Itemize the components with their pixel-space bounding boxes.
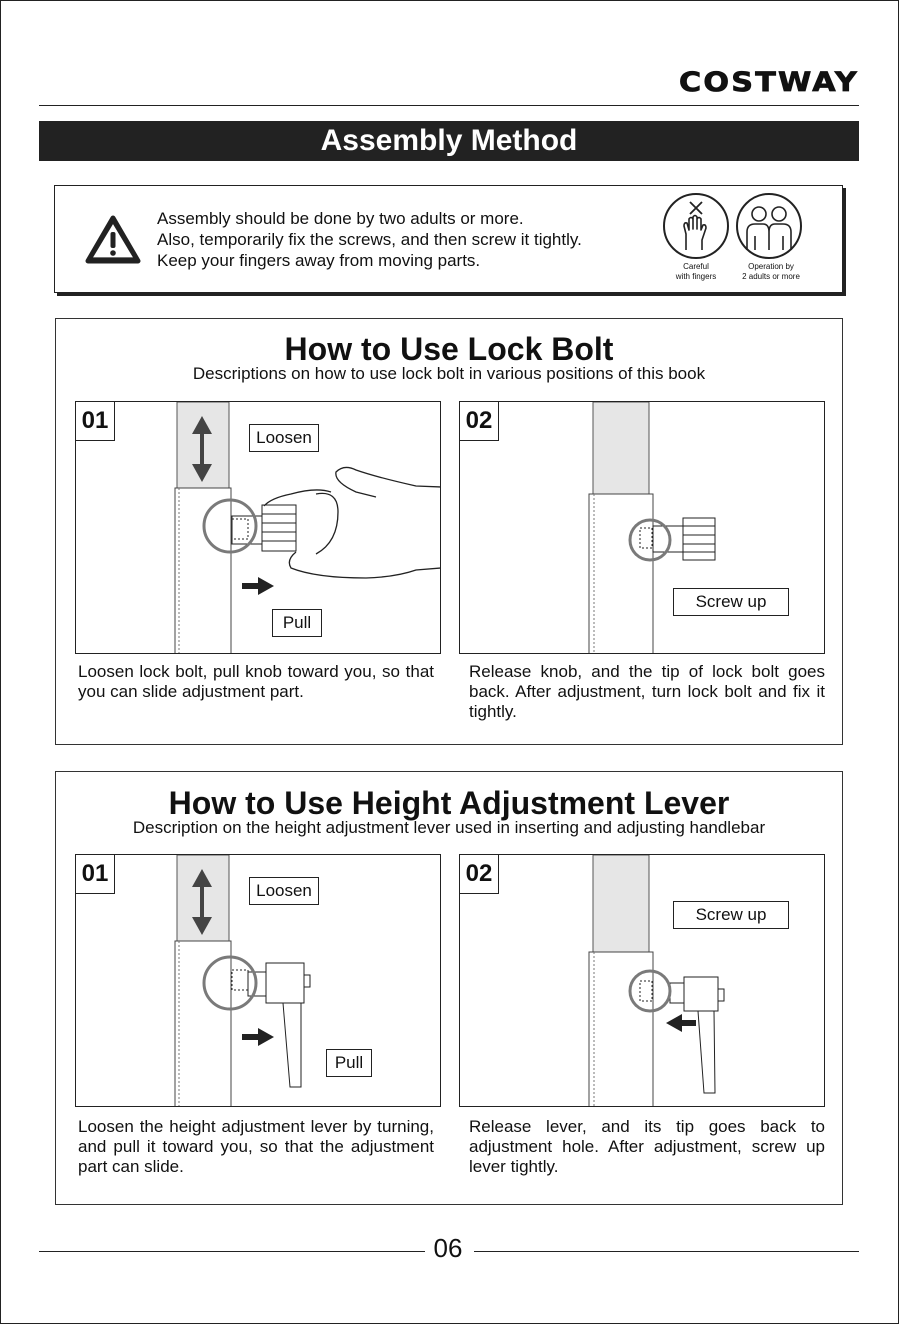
step-description: Loosen lock bolt, pull knob toward you, so that you can slide adjustment part. bbox=[78, 662, 434, 701]
header-rule bbox=[39, 105, 859, 106]
caption-line: 2 adults or more bbox=[742, 272, 800, 281]
screw-up-callout: Screw up bbox=[673, 901, 789, 929]
section-subtitle: Description on the height adjustment lever used in inserting and adjusting handlebar bbox=[132, 818, 766, 837]
step-description: Loosen the height adjustment lever by turning, and pull it toward you, so that the adjustment part can slide. bbox=[78, 1117, 434, 1176]
pull-callout: Pull bbox=[272, 609, 322, 637]
step-panel bbox=[459, 854, 825, 1107]
caption-line: Operation by bbox=[748, 262, 794, 271]
step-description: Release knob, and the tip of lock bolt goes back. After adjustment, turn lock bolt and fix it tightly. bbox=[469, 662, 825, 721]
lock-bolt-section bbox=[55, 318, 843, 745]
warning-line: Also, temporarily fix the screws, and then screw it tightly. bbox=[157, 230, 582, 249]
step-panel bbox=[75, 854, 441, 1107]
caption-line: with fingers bbox=[675, 272, 717, 281]
footer-rule bbox=[474, 1251, 859, 1252]
loosen-callout: Loosen bbox=[249, 424, 319, 452]
step-number: 01 bbox=[75, 401, 115, 441]
section-title: How to Use Lock Bolt bbox=[284, 331, 614, 367]
page-number: 06 bbox=[433, 1233, 463, 1263]
pictogram-caption bbox=[731, 262, 811, 282]
pictogram-caption bbox=[658, 262, 734, 282]
step-number: 01 bbox=[75, 854, 115, 894]
pull-callout: Pull bbox=[326, 1049, 372, 1077]
svg-text:COSTWAY: COSTWAY bbox=[679, 67, 859, 98]
left-arrow-icon bbox=[666, 1014, 696, 1032]
section-subtitle: Descriptions on how to use lock bolt in various positions of this book bbox=[192, 364, 706, 383]
warning-text bbox=[157, 208, 582, 271]
right-arrow-icon bbox=[242, 1028, 274, 1046]
caption-line: Careful bbox=[683, 262, 709, 271]
step-number: 02 bbox=[459, 401, 499, 441]
warning-triangle-icon bbox=[85, 214, 141, 266]
screw-up-callout: Screw up bbox=[673, 588, 789, 616]
right-arrow-icon bbox=[242, 577, 274, 595]
warning-box bbox=[54, 185, 843, 293]
step-description: Release lever, and its tip goes back to adjustment hole. After adjustment, screw up lever tightly. bbox=[469, 1117, 825, 1176]
lever-release-illustration bbox=[460, 855, 824, 1106]
footer-rule bbox=[39, 1251, 425, 1252]
loosen-callout: Loosen bbox=[249, 877, 319, 905]
page-title: Assembly Method bbox=[39, 121, 859, 161]
costway-logo bbox=[678, 64, 860, 98]
step-number: 02 bbox=[459, 854, 499, 894]
height-lever-section bbox=[55, 771, 843, 1205]
warning-line: Keep your fingers away from moving parts. bbox=[157, 251, 481, 270]
warning-line: Assembly should be done by two adults or more. bbox=[157, 209, 524, 228]
step-panel bbox=[459, 401, 825, 654]
step-panel bbox=[75, 401, 441, 654]
section-title: How to Use Height Adjustment Lever bbox=[168, 785, 730, 821]
no-fingers-icon bbox=[662, 192, 730, 260]
two-adults-icon bbox=[735, 192, 803, 260]
